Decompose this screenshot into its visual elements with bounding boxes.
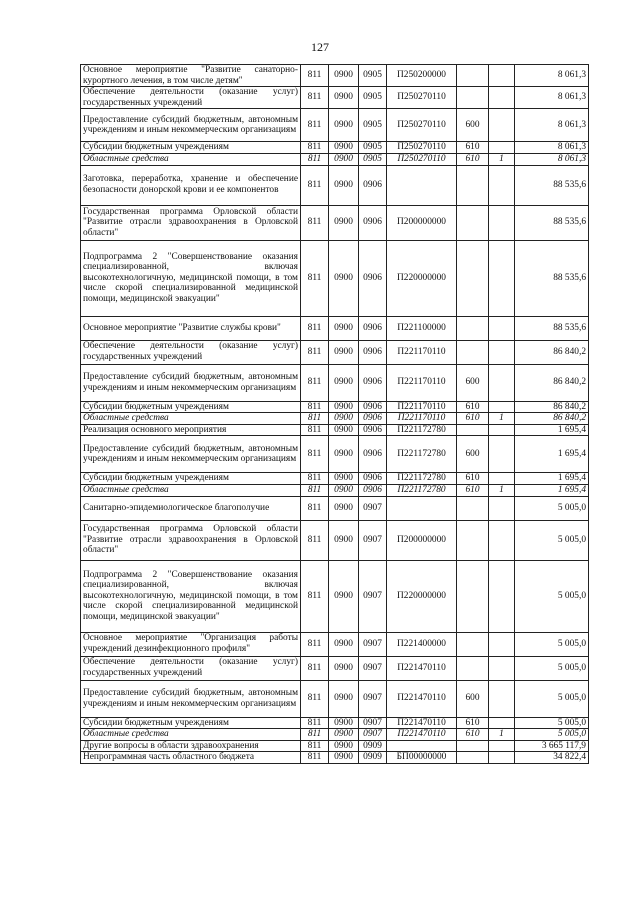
cell-sum: 5 005,0 [515, 496, 589, 520]
cell-sum: 1 695,4 [515, 473, 589, 485]
cell-cs [387, 740, 457, 752]
cell-ist [489, 632, 515, 656]
cell-rz: 0900 [329, 632, 359, 656]
cell-rz: 0900 [329, 496, 359, 520]
cell-cs: П221172780 [387, 436, 457, 473]
cell-gr: 811 [301, 520, 329, 560]
row-name: Государственная программа Орловской области "Развитие отрасли здравоохранения в Орловской области" [81, 205, 301, 240]
table-row [81, 109, 589, 142]
cell-cs: П221470110 [387, 656, 457, 680]
cell-cs: П221470110 [387, 680, 457, 717]
cell-ist [489, 165, 515, 205]
cell-sum: 86 840,2 [515, 401, 589, 413]
cell-gr: 811 [301, 87, 329, 109]
cell-gr: 811 [301, 340, 329, 364]
cell-sum: 88 535,6 [515, 316, 589, 340]
cell-gr: 811 [301, 109, 329, 142]
cell-ist [489, 316, 515, 340]
table-row [81, 729, 589, 741]
cell-sum: 1 695,4 [515, 424, 589, 436]
cell-vr: 610 [457, 153, 489, 165]
cell-pr: 0905 [359, 142, 387, 154]
cell-sum: 8 061,3 [515, 109, 589, 142]
cell-ist [489, 717, 515, 729]
table-row [81, 165, 589, 205]
cell-vr: 610 [457, 717, 489, 729]
row-name: Обеспечение деятельности (оказание услуг) государственных учреждений [81, 87, 301, 109]
cell-sum: 5 005,0 [515, 560, 589, 632]
cell-ist [489, 496, 515, 520]
row-name: Основное мероприятие "Организация работы учреждений дезинфекционного профиля" [81, 632, 301, 656]
row-name: Областные средства [81, 413, 301, 425]
cell-vr [457, 316, 489, 340]
cell-sum: 8 061,3 [515, 65, 589, 87]
cell-pr: 0905 [359, 153, 387, 165]
cell-pr: 0907 [359, 717, 387, 729]
cell-ist: 1 [489, 153, 515, 165]
cell-ist [489, 656, 515, 680]
table-row [81, 240, 589, 316]
cell-vr: 610 [457, 729, 489, 741]
cell-pr: 0905 [359, 87, 387, 109]
cell-pr: 0909 [359, 752, 387, 764]
table-row [81, 680, 589, 717]
table-row [81, 413, 589, 425]
cell-cs: П221100000 [387, 316, 457, 340]
cell-ist [489, 752, 515, 764]
cell-cs: П250200000 [387, 65, 457, 87]
cell-gr: 811 [301, 316, 329, 340]
cell-ist [489, 436, 515, 473]
cell-pr: 0906 [359, 316, 387, 340]
page-number: 127 [311, 40, 329, 54]
cell-cs [387, 165, 457, 205]
row-name: Государственная программа Орловской области "Развитие отрасли здравоохранения в Орловской области" [81, 520, 301, 560]
cell-pr: 0906 [359, 340, 387, 364]
row-name: Областные средства [81, 484, 301, 496]
row-name: Реализация основного мероприятия [81, 424, 301, 436]
cell-sum: 3 665 117,9 [515, 740, 589, 752]
table-row [81, 205, 589, 240]
cell-vr: 610 [457, 484, 489, 496]
cell-rz: 0900 [329, 656, 359, 680]
cell-cs: П221170110 [387, 364, 457, 401]
cell-ist [489, 680, 515, 717]
cell-vr [457, 340, 489, 364]
cell-rz: 0900 [329, 364, 359, 401]
cell-pr: 0907 [359, 632, 387, 656]
cell-ist [489, 473, 515, 485]
table-row [81, 632, 589, 656]
cell-pr: 0907 [359, 496, 387, 520]
row-name: Непрограммная часть областного бюджета [81, 752, 301, 764]
cell-gr: 811 [301, 496, 329, 520]
cell-ist [489, 65, 515, 87]
table-row [81, 496, 589, 520]
cell-gr: 811 [301, 424, 329, 436]
cell-ist [489, 560, 515, 632]
cell-ist [489, 240, 515, 316]
cell-gr: 811 [301, 632, 329, 656]
cell-pr: 0906 [359, 436, 387, 473]
cell-cs: П221400000 [387, 632, 457, 656]
cell-ist: 1 [489, 484, 515, 496]
cell-rz: 0900 [329, 413, 359, 425]
cell-vr: 610 [457, 142, 489, 154]
cell-vr: 600 [457, 364, 489, 401]
cell-vr [457, 165, 489, 205]
budget-table [80, 64, 589, 764]
cell-rz: 0900 [329, 680, 359, 717]
cell-rz: 0900 [329, 87, 359, 109]
cell-rz: 0900 [329, 729, 359, 741]
cell-pr: 0906 [359, 240, 387, 316]
cell-vr: 610 [457, 473, 489, 485]
cell-cs: П221170110 [387, 413, 457, 425]
cell-ist: 1 [489, 729, 515, 741]
cell-sum: 86 840,2 [515, 413, 589, 425]
cell-rz: 0900 [329, 520, 359, 560]
table-row [81, 656, 589, 680]
cell-rz: 0900 [329, 560, 359, 632]
table-row [81, 340, 589, 364]
cell-pr: 0906 [359, 413, 387, 425]
cell-vr: 610 [457, 401, 489, 413]
table-row [81, 752, 589, 764]
cell-gr: 811 [301, 401, 329, 413]
cell-rz: 0900 [329, 142, 359, 154]
cell-vr [457, 496, 489, 520]
cell-rz: 0900 [329, 484, 359, 496]
cell-ist [489, 205, 515, 240]
cell-pr: 0906 [359, 205, 387, 240]
cell-sum: 1 695,4 [515, 484, 589, 496]
row-name: Предоставление субсидий бюджетным, автономным учреждениям и иным некоммерческим организациям [81, 364, 301, 401]
cell-gr: 811 [301, 165, 329, 205]
cell-cs [387, 496, 457, 520]
row-name: Обеспечение деятельности (оказание услуг) государственных учреждений [81, 340, 301, 364]
cell-pr: 0906 [359, 424, 387, 436]
cell-pr: 0907 [359, 656, 387, 680]
cell-pr: 0907 [359, 729, 387, 741]
cell-rz: 0900 [329, 740, 359, 752]
cell-rz: 0900 [329, 205, 359, 240]
cell-rz: 0900 [329, 473, 359, 485]
table-row [81, 740, 589, 752]
cell-rz: 0900 [329, 401, 359, 413]
row-name: Основное мероприятие "Развитие санаторно-курортного лечения, в том числе детям" [81, 65, 301, 87]
cell-cs: П200000000 [387, 520, 457, 560]
row-name: Предоставление субсидий бюджетным, автономным учреждениям и иным некоммерческим организациям [81, 680, 301, 717]
table-row [81, 473, 589, 485]
row-name: Основное мероприятие "Развитие службы крови" [81, 316, 301, 340]
cell-rz: 0900 [329, 316, 359, 340]
row-name: Обеспечение деятельности (оказание услуг) государственных учреждений [81, 656, 301, 680]
cell-rz: 0900 [329, 752, 359, 764]
cell-sum: 5 005,0 [515, 680, 589, 717]
cell-vr [457, 65, 489, 87]
cell-cs: П221172780 [387, 424, 457, 436]
cell-gr: 811 [301, 740, 329, 752]
cell-gr: 811 [301, 752, 329, 764]
cell-ist [489, 87, 515, 109]
cell-rz: 0900 [329, 240, 359, 316]
table-row [81, 717, 589, 729]
cell-gr: 811 [301, 364, 329, 401]
cell-vr [457, 424, 489, 436]
table-row [81, 560, 589, 632]
cell-ist [489, 340, 515, 364]
cell-gr: 811 [301, 484, 329, 496]
cell-ist: 1 [489, 413, 515, 425]
table-row [81, 65, 589, 87]
cell-cs: П220000000 [387, 560, 457, 632]
cell-vr [457, 520, 489, 560]
row-name: Областные средства [81, 729, 301, 741]
cell-rz: 0900 [329, 424, 359, 436]
cell-gr: 811 [301, 240, 329, 316]
row-name: Субсидии бюджетным учреждениям [81, 142, 301, 154]
cell-cs: БП00000000 [387, 752, 457, 764]
cell-vr [457, 87, 489, 109]
cell-ist [489, 740, 515, 752]
cell-cs: П221170110 [387, 340, 457, 364]
table-row [81, 401, 589, 413]
cell-sum: 8 061,3 [515, 87, 589, 109]
cell-ist [489, 401, 515, 413]
row-name: Субсидии бюджетным учреждениям [81, 473, 301, 485]
cell-rz: 0900 [329, 717, 359, 729]
cell-cs: П250270110 [387, 87, 457, 109]
cell-vr: 610 [457, 413, 489, 425]
cell-vr [457, 656, 489, 680]
row-name: Предоставление субсидий бюджетным, автономным учреждениям и иным некоммерческим организациям [81, 109, 301, 142]
cell-cs: П250270110 [387, 109, 457, 142]
cell-sum: 5 005,0 [515, 656, 589, 680]
cell-vr [457, 205, 489, 240]
row-name: Подпрограмма 2 "Совершенствование оказания специализированной, включая высокотехнологичную, медицинской помощи, в том числе скорой специализированной медицинской помощи, медицинской эвакуации" [81, 560, 301, 632]
cell-cs: П200000000 [387, 205, 457, 240]
cell-pr: 0909 [359, 740, 387, 752]
row-name: Другие вопросы в области здравоохранения [81, 740, 301, 752]
cell-gr: 811 [301, 436, 329, 473]
cell-gr: 811 [301, 656, 329, 680]
cell-pr: 0906 [359, 473, 387, 485]
cell-pr: 0906 [359, 401, 387, 413]
cell-sum: 5 005,0 [515, 729, 589, 741]
row-name: Субсидии бюджетным учреждениям [81, 717, 301, 729]
cell-ist [489, 109, 515, 142]
table-row [81, 520, 589, 560]
cell-vr [457, 740, 489, 752]
cell-gr: 811 [301, 473, 329, 485]
cell-rz: 0900 [329, 165, 359, 205]
table-row [81, 316, 589, 340]
cell-sum: 88 535,6 [515, 240, 589, 316]
row-name: Подпрограмма 2 "Совершенствование оказания специализированной, включая высокотехнологичную, медицинской помощи, в том числе скорой специализированной медицинской помощи, медицинской эвакуации" [81, 240, 301, 316]
cell-cs: П250270110 [387, 142, 457, 154]
cell-pr: 0905 [359, 65, 387, 87]
cell-pr: 0907 [359, 520, 387, 560]
cell-gr: 811 [301, 680, 329, 717]
cell-vr: 600 [457, 109, 489, 142]
table-row [81, 153, 589, 165]
cell-sum: 88 535,6 [515, 205, 589, 240]
row-name: Областные средства [81, 153, 301, 165]
row-name: Санитарно-эпидемиологическое благополучие [81, 496, 301, 520]
cell-rz: 0900 [329, 340, 359, 364]
cell-cs: П221170110 [387, 401, 457, 413]
cell-vr: 600 [457, 436, 489, 473]
cell-vr [457, 560, 489, 632]
cell-sum: 86 840,2 [515, 340, 589, 364]
cell-cs: П221470110 [387, 717, 457, 729]
cell-gr: 811 [301, 205, 329, 240]
cell-rz: 0900 [329, 109, 359, 142]
cell-ist [489, 364, 515, 401]
cell-pr: 0906 [359, 364, 387, 401]
row-name: Заготовка, переработка, хранение и обеспечение безопасности донорской крови и ее компонентов [81, 165, 301, 205]
row-name: Субсидии бюджетным учреждениям [81, 401, 301, 413]
cell-rz: 0900 [329, 436, 359, 473]
cell-vr: 600 [457, 680, 489, 717]
cell-ist [489, 520, 515, 560]
cell-vr [457, 632, 489, 656]
cell-gr: 811 [301, 142, 329, 154]
cell-pr: 0907 [359, 680, 387, 717]
cell-cs: П250270110 [387, 153, 457, 165]
row-name: Предоставление субсидий бюджетным, автономным учреждениям и иным некоммерческим организациям [81, 436, 301, 473]
cell-vr [457, 752, 489, 764]
cell-pr: 0906 [359, 484, 387, 496]
cell-sum: 1 695,4 [515, 436, 589, 473]
table-row [81, 424, 589, 436]
cell-sum: 5 005,0 [515, 520, 589, 560]
cell-sum: 8 061,3 [515, 153, 589, 165]
cell-gr: 811 [301, 717, 329, 729]
table-row [81, 436, 589, 473]
cell-rz: 0900 [329, 153, 359, 165]
cell-cs: П221470110 [387, 729, 457, 741]
table-row [81, 484, 589, 496]
cell-sum: 5 005,0 [515, 717, 589, 729]
cell-gr: 811 [301, 560, 329, 632]
cell-cs: П221172780 [387, 484, 457, 496]
cell-cs: П221172780 [387, 473, 457, 485]
cell-rz: 0900 [329, 65, 359, 87]
cell-pr: 0906 [359, 165, 387, 205]
cell-gr: 811 [301, 413, 329, 425]
cell-sum: 8 061,3 [515, 142, 589, 154]
cell-sum: 34 822,4 [515, 752, 589, 764]
cell-gr: 811 [301, 65, 329, 87]
cell-vr [457, 240, 489, 316]
cell-sum: 86 840,2 [515, 364, 589, 401]
cell-sum: 5 005,0 [515, 632, 589, 656]
cell-sum: 88 535,6 [515, 165, 589, 205]
cell-ist [489, 424, 515, 436]
cell-ist [489, 142, 515, 154]
table-row [81, 142, 589, 154]
budget-table-body [81, 65, 589, 764]
cell-pr: 0905 [359, 109, 387, 142]
cell-gr: 811 [301, 729, 329, 741]
table-row [81, 87, 589, 109]
cell-gr: 811 [301, 153, 329, 165]
cell-pr: 0907 [359, 560, 387, 632]
cell-cs: П220000000 [387, 240, 457, 316]
table-row [81, 364, 589, 401]
